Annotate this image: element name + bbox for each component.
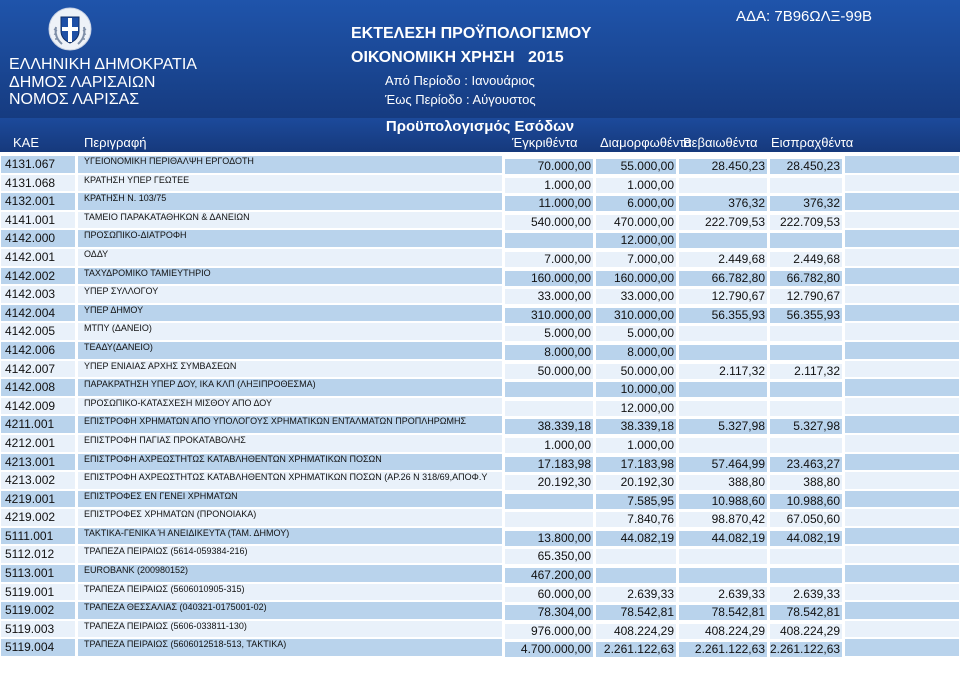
kae-cell: 4142.004	[1, 305, 75, 322]
description-cell: ΕΠΙΣΤΡΟΦΗ ΠΑΓΙΑΣ ΠΡΟΚΑΤΑΒΟΛΗΣ	[78, 435, 502, 452]
approved-cell: 1.000,00	[505, 178, 593, 193]
modified-cell: 55.000,00	[596, 159, 676, 174]
approved-cell: 78.304,00	[505, 605, 593, 620]
approved-cell	[505, 401, 593, 416]
collected-cell	[770, 178, 842, 193]
kae-cell: 4211.001	[1, 416, 75, 433]
collected-cell: 67.050,60	[770, 512, 842, 527]
modified-cell: 6.000,00	[596, 196, 676, 211]
modified-cell: 17.183,98	[596, 457, 676, 472]
certified-cell: 66.782,80	[679, 271, 767, 286]
description-cell: ΤΡΑΠΕΖΑ ΠΕΙΡΑΙΩΣ (5606012518-513, ΤΑΚΤΙΚΑ)	[78, 639, 502, 656]
row-filler	[845, 472, 959, 489]
modified-cell: 20.192,30	[596, 475, 676, 490]
collected-cell: 10.988,60	[770, 494, 842, 509]
modified-cell: 310.000,00	[596, 308, 676, 323]
table-row	[0, 527, 960, 546]
approved-cell: 160.000,00	[505, 271, 593, 286]
approved-cell	[505, 382, 593, 397]
modified-cell: 38.339,18	[596, 419, 676, 434]
row-filler	[845, 212, 959, 229]
kae-cell: 5119.001	[1, 584, 75, 601]
certified-cell	[679, 549, 767, 564]
kae-cell: 4142.001	[1, 249, 75, 266]
table-row	[0, 434, 960, 453]
description-cell: ΤΑΜΕΙΟ ΠΑΡΑΚΑΤΑΘΗΚΩΝ & ΔΑΝΕΙΩΝ	[78, 212, 502, 229]
col-head-approved: Έγκριθέντα	[512, 135, 578, 150]
certified-cell	[679, 568, 767, 583]
report-header	[0, 0, 960, 118]
certified-cell: 44.082,19	[679, 531, 767, 546]
approved-cell: 11.000,00	[505, 196, 593, 211]
row-filler	[845, 379, 959, 396]
approved-cell: 1.000,00	[505, 438, 593, 453]
issuer-block	[9, 56, 197, 109]
modified-cell: 470.000,00	[596, 215, 676, 230]
certified-cell: 2.639,33	[679, 587, 767, 602]
collected-cell: 78.542,81	[770, 605, 842, 620]
modified-cell: 2.261.122,63	[596, 642, 676, 657]
approved-cell: 38.339,18	[505, 419, 593, 434]
row-filler	[845, 268, 959, 285]
modified-cell: 12.000,00	[596, 233, 676, 248]
collected-cell: 408.224,29	[770, 624, 842, 639]
collected-cell: 23.463,27	[770, 457, 842, 472]
kae-cell: 4141.001	[1, 212, 75, 229]
period-to: Έως Περίοδο : Αύγουστος	[385, 92, 536, 107]
table-row	[0, 341, 960, 360]
row-filler	[845, 286, 959, 303]
table-row	[0, 415, 960, 434]
description-cell: ΟΔΔΥ	[78, 249, 502, 266]
kae-cell: 4142.002	[1, 268, 75, 285]
ada-code: ΑΔΑ: 7Β96ΩΛΞ-99Β	[736, 8, 873, 25]
table-row	[0, 304, 960, 323]
greek-coat-of-arms-icon	[48, 7, 92, 51]
modified-cell: 44.082,19	[596, 531, 676, 546]
kae-cell: 4142.003	[1, 286, 75, 303]
table-row	[0, 285, 960, 304]
approved-cell: 5.000,00	[505, 326, 593, 341]
kae-cell: 5119.002	[1, 602, 75, 619]
modified-cell: 7.840,76	[596, 512, 676, 527]
approved-cell: 540.000,00	[505, 215, 593, 230]
row-filler	[845, 435, 959, 452]
table-row	[0, 267, 960, 286]
issuer-line-municipality: ΔΗΜΟΣ ΛΑΡΙΣΑΙΩΝ	[9, 73, 156, 91]
row-filler	[845, 156, 959, 173]
row-filler	[845, 361, 959, 378]
table-row	[0, 378, 960, 397]
row-filler	[845, 528, 959, 545]
revenue-table	[0, 155, 960, 657]
approved-cell: 8.000,00	[505, 345, 593, 360]
table-row	[0, 360, 960, 379]
issuer-line-country: ΕΛΛΗΝΙΚΗ ΔΗΜΟΚΡΑΤΙΑ	[9, 56, 197, 73]
kae-cell: 4142.008	[1, 379, 75, 396]
table-row	[0, 155, 960, 174]
modified-cell: 8.000,00	[596, 345, 676, 360]
section-title: Προϋπολογισμός Εσόδων	[385, 118, 575, 135]
modified-cell: 10.000,00	[596, 382, 676, 397]
description-cell: ΤΑΧΥΔΡΟΜΙΚΟ ΤΑΜΙΕΥΤΗΡΙΟ	[78, 268, 502, 285]
description-cell: ΤΡΑΠΕΖΑ ΠΕΙΡΑΙΩΣ (5606010905-315)	[78, 584, 502, 601]
certified-cell: 56.355,93	[679, 308, 767, 323]
table-row	[0, 471, 960, 490]
row-filler	[845, 323, 959, 340]
collected-cell	[770, 233, 842, 248]
collected-cell: 2.117,32	[770, 364, 842, 379]
fiscal-year-label: ΟΙΚΟΝΟΜΙΚΗ ΧΡΗΣΗ	[351, 49, 515, 66]
description-cell: EUROBANK (200980152)	[78, 565, 502, 582]
row-filler	[845, 491, 959, 508]
col-head-modified: Διαμορφωθέντα	[600, 135, 692, 150]
certified-cell: 2.117,32	[679, 364, 767, 379]
collected-cell: 66.782,80	[770, 271, 842, 286]
table-row	[0, 601, 960, 620]
certified-cell: 10.988,60	[679, 494, 767, 509]
modified-cell: 7.585,95	[596, 494, 676, 509]
row-filler	[845, 175, 959, 192]
collected-cell	[770, 345, 842, 360]
kae-cell: 4131.067	[1, 156, 75, 173]
table-row	[0, 620, 960, 639]
certified-cell: 57.464,99	[679, 457, 767, 472]
row-filler	[845, 621, 959, 638]
modified-cell: 1.000,00	[596, 438, 676, 453]
collected-cell: 2.639,33	[770, 587, 842, 602]
table-row	[0, 229, 960, 248]
kae-cell: 4142.006	[1, 342, 75, 359]
description-cell: ΕΠΙΣΤΡΟΦΗ ΧΡΗΜΑΤΩΝ ΑΠΟ ΥΠΟΛΟΓΟΥΣ ΧΡΗΜΑΤΙΚΩΝ ΕΝΤΑΛΜΑΤΩΝ ΠΡΟΠΛΗΡΩΜΗΣ	[78, 416, 502, 433]
certified-cell: 376,32	[679, 196, 767, 211]
row-filler	[845, 454, 959, 471]
approved-cell: 310.000,00	[505, 308, 593, 323]
kae-cell: 4212.001	[1, 435, 75, 452]
certified-cell	[679, 382, 767, 397]
certified-cell	[679, 233, 767, 248]
kae-cell: 4213.002	[1, 472, 75, 489]
certified-cell	[679, 178, 767, 193]
table-row	[0, 192, 960, 211]
approved-cell	[505, 233, 593, 248]
report-subtitle	[351, 48, 611, 68]
modified-cell	[596, 549, 676, 564]
certified-cell: 408.224,29	[679, 624, 767, 639]
collected-cell: 376,32	[770, 196, 842, 211]
modified-cell: 408.224,29	[596, 624, 676, 639]
approved-cell	[505, 494, 593, 509]
description-cell: ΥΠΕΡ ΣΥΛΛΟΓΟΥ	[78, 286, 502, 303]
section-header	[0, 118, 960, 152]
approved-cell: 33.000,00	[505, 289, 593, 304]
certified-cell	[679, 326, 767, 341]
modified-cell: 5.000,00	[596, 326, 676, 341]
certified-cell	[679, 345, 767, 360]
description-cell: ΠΑΡΑΚΡΑΤΗΣΗ ΥΠΕΡ ΔΟΥ, ΙΚΑ ΚΛΠ (ΛΗΞΙΠΡΟΘΕΣΜΑ)	[78, 379, 502, 396]
modified-cell: 33.000,00	[596, 289, 676, 304]
row-filler	[845, 342, 959, 359]
row-filler	[845, 305, 959, 322]
fiscal-year: 2015	[528, 49, 564, 66]
table-row	[0, 397, 960, 416]
collected-cell: 5.327,98	[770, 419, 842, 434]
collected-cell: 12.790,67	[770, 289, 842, 304]
kae-cell: 5119.004	[1, 639, 75, 656]
modified-cell: 12.000,00	[596, 401, 676, 416]
row-filler	[845, 546, 959, 563]
row-filler	[845, 602, 959, 619]
col-head-description: Περιγραφή	[84, 135, 147, 150]
table-row	[0, 453, 960, 472]
approved-cell: 60.000,00	[505, 587, 593, 602]
kae-cell: 5113.001	[1, 565, 75, 582]
modified-cell: 2.639,33	[596, 587, 676, 602]
certified-cell: 98.870,42	[679, 512, 767, 527]
col-head-collected: Εισπραχθέντα	[771, 135, 854, 150]
kae-cell: 4142.000	[1, 230, 75, 247]
certified-cell: 388,80	[679, 475, 767, 490]
certified-cell: 5.327,98	[679, 419, 767, 434]
table-row	[0, 248, 960, 267]
modified-cell: 50.000,00	[596, 364, 676, 379]
kae-cell: 4219.001	[1, 491, 75, 508]
collected-cell: 2.449,68	[770, 252, 842, 267]
approved-cell: 17.183,98	[505, 457, 593, 472]
approved-cell: 50.000,00	[505, 364, 593, 379]
report-title: ΕΚΤΕΛΕΣΗ ΠΡΟΫΠΟΛΟΓΙΣΜΟΥ	[351, 25, 592, 42]
kae-cell: 5119.003	[1, 621, 75, 638]
row-filler	[845, 193, 959, 210]
approved-cell: 467.200,00	[505, 568, 593, 583]
collected-cell: 2.261.122,63	[770, 642, 841, 657]
row-filler	[845, 509, 959, 526]
kae-cell: 5111.001	[1, 528, 75, 545]
kae-cell: 5112.012	[1, 546, 75, 563]
description-cell: ΠΡΟΣΩΠΙΚΟ-ΚΑΤΑΣΧΕΣΗ ΜΙΣΘΟΥ ΑΠΟ ΔΟΥ	[78, 398, 502, 415]
collected-cell: 388,80	[770, 475, 842, 490]
description-cell: ΕΠΙΣΤΡΟΦΕΣ ΧΡΗΜΑΤΩΝ (ΠΡΟΝΟΙΑΚΑ)	[78, 509, 502, 526]
collected-cell	[770, 549, 842, 564]
modified-cell: 1.000,00	[596, 178, 676, 193]
table-row	[0, 638, 960, 657]
table-row	[0, 545, 960, 564]
collected-cell: 222.709,53	[770, 215, 842, 230]
collected-cell	[770, 326, 842, 341]
certified-cell: 78.542,81	[679, 605, 767, 620]
col-head-certified: Βεβαιωθέντα	[683, 135, 758, 150]
kae-cell: 4213.001	[1, 454, 75, 471]
row-filler	[845, 565, 959, 582]
row-filler	[845, 230, 959, 247]
certified-cell	[679, 438, 767, 453]
collected-cell	[770, 382, 842, 397]
modified-cell: 160.000,00	[596, 271, 676, 286]
description-cell: ΜΤΠΥ (ΔΑΝΕΙΟ)	[78, 323, 502, 340]
modified-cell	[596, 568, 676, 583]
certified-cell: 28.450,23	[679, 159, 767, 174]
table-row	[0, 322, 960, 341]
description-cell: ΤΡΑΠΕΖΑ ΠΕΙΡΑΙΩΣ (5606-033811-130)	[78, 621, 502, 638]
kae-cell: 4142.005	[1, 323, 75, 340]
approved-cell: 976.000,00	[505, 624, 593, 639]
kae-cell: 4131.068	[1, 175, 75, 192]
kae-cell: 4219.002	[1, 509, 75, 526]
approved-cell: 7.000,00	[505, 252, 593, 267]
certified-cell: 12.790,67	[679, 289, 767, 304]
collected-cell	[770, 438, 842, 453]
kae-cell: 4132.001	[1, 193, 75, 210]
collected-cell	[770, 401, 842, 416]
kae-cell: 4142.007	[1, 361, 75, 378]
kae-cell: 4142.009	[1, 398, 75, 415]
approved-cell: 4.700.000,00	[505, 642, 593, 657]
description-cell: ΕΠΙΣΤΡΟΦΗ ΑΧΡΕΩΣΤΗΤΩΣ ΚΑΤΑΒΛΗΘΕΝΤΩΝ ΧΡΗΜΑΤΙΚΩΝ ΠΟΣΩΝ	[78, 454, 502, 471]
approved-cell: 65.350,00	[505, 549, 593, 564]
description-cell: ΤΑΚΤΙΚΑ-ΓΕΝΙΚΑ Ή ΑΝΕΙΔΙΚΕΥΤΑ (ΤΑΜ. ΔΗΜΟΥ)	[78, 528, 502, 545]
issuer-line-prefecture: ΝΟΜΟΣ ΛΑΡΙΣΑΣ	[9, 91, 140, 108]
table-row	[0, 174, 960, 193]
period-from: Από Περίοδο : Ιανουάριος	[385, 73, 535, 88]
col-head-kae: ΚΑΕ	[13, 135, 40, 150]
table-row	[0, 508, 960, 527]
collected-cell: 56.355,93	[770, 308, 842, 323]
report-title-block	[351, 24, 611, 109]
description-cell: ΕΠΙΣΤΡΟΦΗ ΑΧΡΕΩΣΤΗΤΩΣ ΚΑΤΑΒΛΗΘΕΝΤΩΝ ΧΡΗΜΑΤΙΚΩΝ ΠΟΣΩΝ (ΑΡ.26 Ν 318/69,ΑΠΟΦ.Υ	[78, 472, 502, 489]
modified-cell: 7.000,00	[596, 252, 676, 267]
description-cell: ΥΓΕΙΟΝΟΜΙΚΗ ΠΕΡΙΘΑΛΨΗ ΕΡΓΟΔΟΤΗ	[78, 156, 502, 173]
description-cell: ΚΡΑΤΗΣΗ Ν. 103/75	[78, 193, 502, 210]
certified-cell	[679, 401, 767, 416]
collected-cell: 44.082,19	[770, 531, 842, 546]
approved-cell	[505, 512, 593, 527]
description-cell: ΤΡΑΠΕΖΑ ΘΕΣΣΑΛΙΑΣ (040321-0175001-02)	[78, 602, 502, 619]
description-cell: ΠΡΟΣΩΠΙΚΟ-ΔΙΑΤΡΟΦΗ	[78, 230, 502, 247]
description-cell: ΥΠΕΡ ΔΗΜΟΥ	[78, 305, 502, 322]
row-filler	[845, 398, 959, 415]
approved-cell: 13.800,00	[505, 531, 593, 546]
description-cell: ΥΠΕΡ ΕΝΙΑΙΑΣ ΑΡΧΗΣ ΣΥΜΒΑΣΕΩΝ	[78, 361, 502, 378]
row-filler	[845, 584, 959, 601]
description-cell: ΕΠΙΣΤΡΟΦΕΣ ΕΝ ΓΕΝΕΙ ΧΡΗΜΑΤΩΝ	[78, 491, 502, 508]
description-cell: ΤΕΑΔΥ(ΔΑΝΕΙΟ)	[78, 342, 502, 359]
modified-cell: 78.542,81	[596, 605, 676, 620]
table-row	[0, 211, 960, 230]
table-row	[0, 564, 960, 583]
certified-cell: 2.449,68	[679, 252, 767, 267]
row-filler	[845, 639, 959, 656]
approved-cell: 70.000,00	[505, 159, 593, 174]
table-row	[0, 490, 960, 509]
certified-cell: 2.261.122,63	[679, 642, 767, 657]
collected-cell: 28.450,23	[770, 159, 842, 174]
row-filler	[845, 416, 959, 433]
table-row	[0, 583, 960, 602]
collected-cell	[770, 568, 842, 583]
description-cell: ΚΡΑΤΗΣΗ ΥΠΕΡ ΓΕΩΤΕΕ	[78, 175, 502, 192]
certified-cell: 222.709,53	[679, 215, 767, 230]
row-filler	[845, 249, 959, 266]
approved-cell: 20.192,30	[505, 475, 593, 490]
description-cell: ΤΡΑΠΕΖΑ ΠΕΙΡΑΙΩΣ (5614-059384-216)	[78, 546, 502, 563]
